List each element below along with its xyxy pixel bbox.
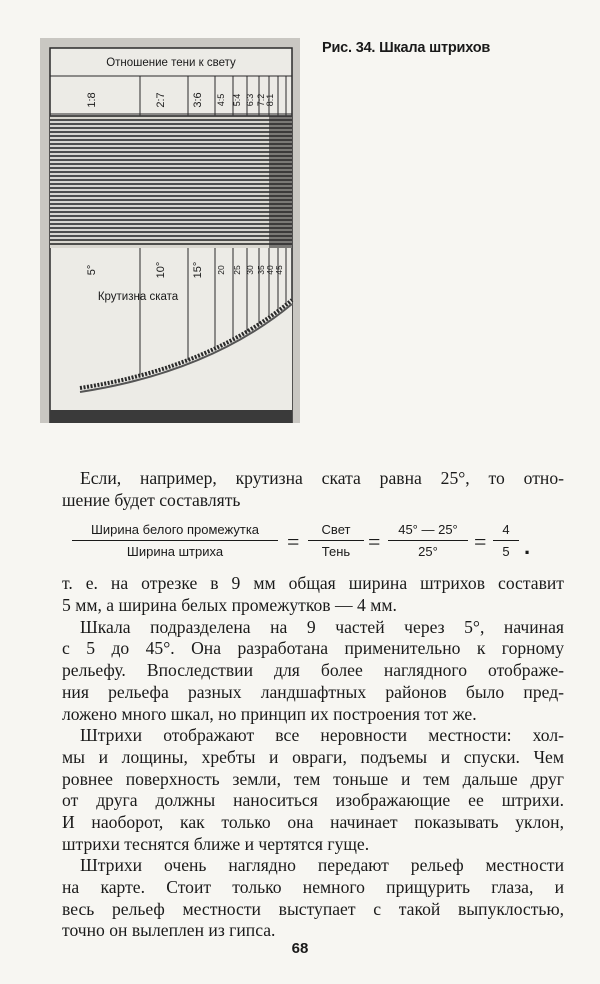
period: .	[524, 534, 531, 559]
text-line: ложено много шкал, но принцип их построения тот же.	[62, 703, 477, 724]
ratio-label: 4:5	[216, 93, 226, 107]
equals-sign: =	[368, 529, 381, 554]
fraction-white-gap-to-stroke	[72, 520, 278, 559]
text-line: точно он вылеплен из гипса.	[62, 920, 276, 941]
figure-base-strip	[50, 410, 292, 423]
fraction-numerator: Ширина белого промежутка	[72, 520, 278, 541]
hachure-scale-figure	[40, 38, 300, 423]
text-line: на карте. Стоит только немного прищурить глаза, и	[62, 877, 564, 897]
text-line: мы и лощины, хребты и овраги, подъемы и спуски. Чем	[62, 746, 564, 767]
ratio-label: 1:8	[86, 92, 98, 108]
angle-label: 15°	[192, 261, 204, 279]
ratio-label: 3:6	[192, 92, 204, 108]
slope-label: Крутизна ската	[97, 291, 179, 303]
text-line: Если, например, крутизна ската равна 25°, то отно-	[80, 468, 564, 488]
fraction-numerator: Свет	[308, 520, 364, 541]
angle-label: 40	[265, 265, 275, 275]
text-line: ровнее поверхность земли, тем тоньше и тем дальше друг	[62, 768, 564, 789]
text-line: шение будет составлять	[62, 489, 241, 510]
angle-label: 25	[232, 265, 242, 275]
text-line: Шкала подразделена на 9 частей через 5°, начиная	[80, 616, 564, 637]
fraction-denominator: 5	[502, 544, 510, 559]
ratio-label: 2:7	[155, 92, 167, 108]
fraction-numerator: 45° — 25°	[388, 520, 468, 541]
text-line: 5 мм, а ширина белых промежутков — 4 мм.	[62, 595, 397, 616]
text-line: И наоборот, как только она начинает показывать уклон,	[62, 811, 564, 832]
angle-label: 35	[256, 265, 266, 275]
angle-label: 5°	[86, 264, 98, 276]
text-line: от друга должны наноситься изображающие ее штрихи.	[62, 790, 564, 811]
ratio-label: 8:1	[265, 93, 275, 107]
page-number: 68	[291, 940, 309, 957]
angle-label: 20	[216, 265, 226, 275]
fraction-denominator: Ширина штриха	[126, 544, 224, 559]
text-line: т. е. на отрезке в 9 мм общая ширина штрихов составит	[62, 573, 564, 594]
ratio-label: 7:2	[256, 93, 266, 107]
fraction-numerator: 4	[493, 520, 519, 541]
text-line: штрихи теснятся ближе и чертятся гуще.	[62, 833, 370, 854]
fraction-light-to-shade	[308, 520, 364, 559]
fraction-denominator: 25°	[418, 544, 438, 559]
ratio-header-label: Отношение тени к свету	[106, 57, 236, 69]
fraction-denominator: Тень	[321, 544, 351, 559]
ratio-label: 6:3	[245, 93, 255, 107]
equals-sign: =	[287, 529, 300, 554]
text-line: весь рельеф местности выступает с такой выпуклостью,	[62, 898, 564, 919]
fraction-result	[493, 520, 519, 559]
text-line: Штрихи очень наглядно передают рельеф местности	[80, 855, 564, 876]
angle-label: 10°	[155, 261, 167, 279]
text-line: Штрихи отображают все неровности местности: хол-	[80, 725, 564, 746]
text-line: с 5 до 45°. Она разработана применительно к горному	[62, 638, 564, 659]
angle-label: 45	[274, 265, 284, 275]
ratio-formula	[62, 520, 582, 570]
fraction-angles	[388, 520, 468, 559]
dense-hatch-zone	[269, 116, 292, 248]
angle-label: 30	[245, 265, 255, 275]
text-line: рельефу. Впоследствии для более наглядного отображе-	[62, 660, 564, 681]
text-line: ния рельефа разных ландшафтных районов было пред-	[62, 681, 564, 702]
figure-caption: Рис. 34. Шкала штрихов	[322, 40, 491, 56]
ratio-label: 5:4	[232, 93, 242, 107]
equals-sign: =	[474, 529, 487, 554]
